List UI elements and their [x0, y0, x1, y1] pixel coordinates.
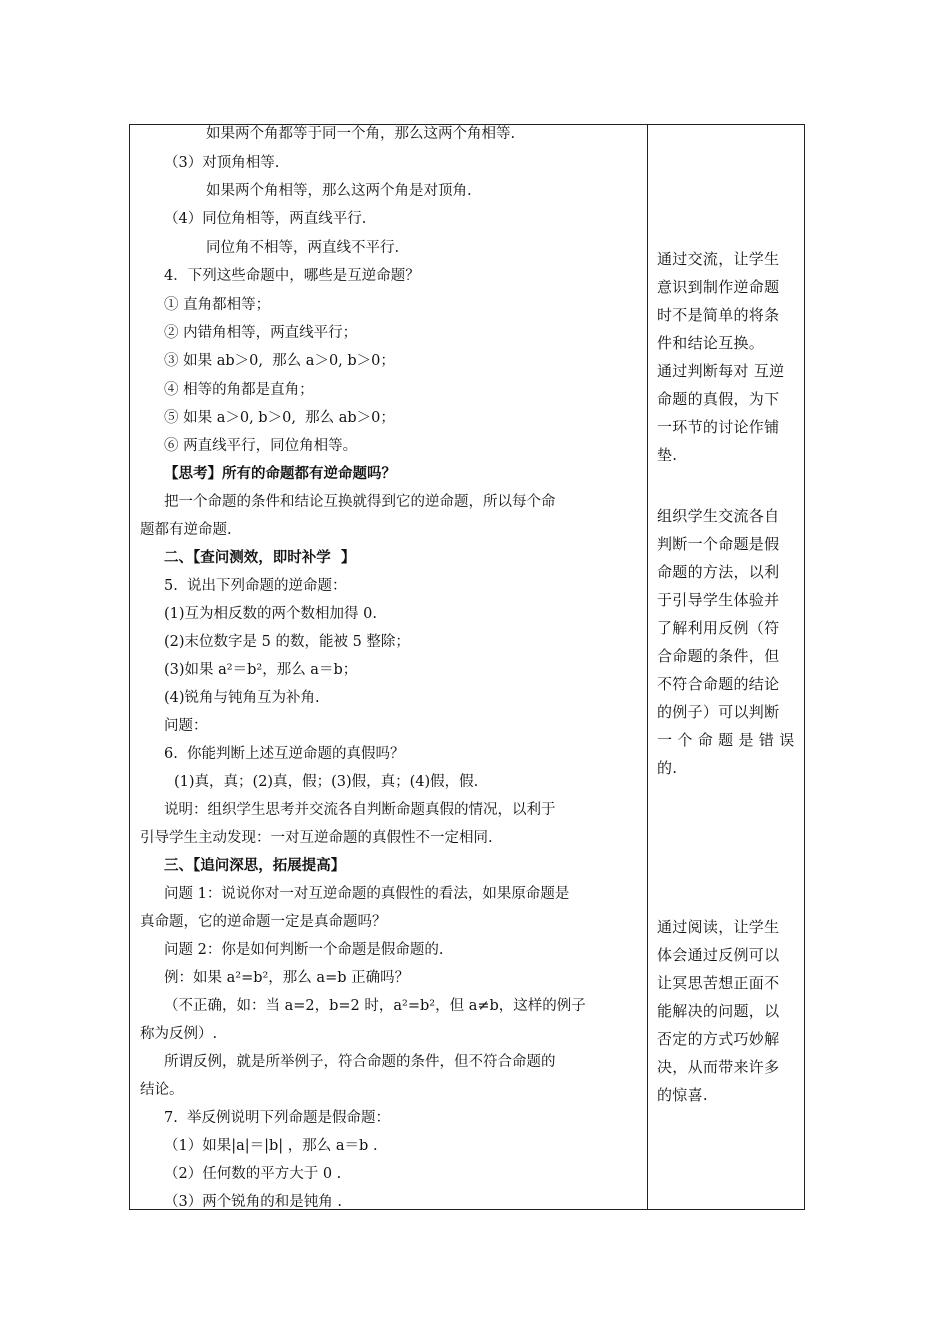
lesson-line: （3）两个锐角的和是钝角 .: [164, 1194, 342, 1210]
design-note-line: 合命题的条件，但: [657, 647, 780, 665]
lesson-line: 三、【追问深思，拓展提高】: [164, 857, 346, 874]
lesson-table: [129, 124, 805, 1210]
lesson-line: (4)锐角与钝角互为补角.: [164, 690, 320, 706]
lesson-line: (1)真，真；(2)真，假；(3)假，真；(4)假，假.: [174, 774, 479, 790]
design-note-line: 通过阅读，让学生: [657, 918, 780, 936]
design-note-line: 时不是简单的将条: [657, 306, 780, 324]
lesson-line: 问题：: [164, 718, 208, 734]
design-note-line: 一 个 命 题 是 错 误: [657, 731, 795, 749]
lesson-line: （4）同位角相等，两直线平行.: [164, 211, 367, 227]
lesson-line: (3)如果 a²＝b²，那么 a＝b；: [164, 662, 358, 678]
lesson-line: ① 直角都相等；: [164, 297, 271, 313]
lesson-line: 把一个命题的条件和结论互换就得到它的逆命题，所以每个命: [164, 494, 556, 510]
lesson-line: 引导学生主动发现：一对互逆命题的真假性不一定相同.: [140, 830, 493, 846]
lesson-line: 说明：组织学生思考并交流各自判断命题真假的情况，以利于: [164, 802, 556, 818]
design-note-line: 体会通过反例可以: [657, 946, 780, 964]
lesson-line: ② 内错角相等，两直线平行；: [164, 325, 358, 341]
design-note-line: 否定的方式巧妙解: [657, 1030, 780, 1048]
lesson-line: 称为反例）.: [140, 1026, 218, 1042]
lesson-line: ③ 如果 ab＞0, 那么 a＞0, b＞0；: [164, 353, 395, 369]
lesson-line: 问题 2：你是如何判断一个命题是假命题的.: [164, 942, 444, 958]
design-note-line: 判断一个命题是假: [657, 535, 780, 553]
lesson-line: 同位角不相等，两直线不平行.: [206, 240, 400, 256]
lesson-line: ⑥ 两直线平行，同位角相等。: [164, 438, 358, 454]
design-note-line: 了解利用反例（符: [657, 619, 780, 637]
design-note-line: 组织学生交流各自: [657, 507, 780, 525]
lesson-line: （2）任何数的平方大于 0 .: [164, 1166, 342, 1182]
lesson-line: 【思考】所有的命题都有逆命题吗？: [164, 465, 396, 482]
design-note-line: 垫.: [657, 446, 678, 464]
lesson-line: 6. 你能判断上述互逆命题的真假吗？: [164, 746, 405, 762]
design-note-line: 通过交流，让学生: [657, 250, 780, 268]
lesson-line: （1）如果|a|＝|b| ，那么 a＝b .: [164, 1138, 378, 1154]
lesson-line: 所谓反例，就是所举例子，符合命题的条件，但不符合命题的: [164, 1054, 556, 1070]
design-note-line: 件和结论互换。: [657, 334, 765, 352]
design-note-line: 让冥思苦想正面不: [657, 974, 780, 992]
design-note-line: 意识到制作逆命题: [657, 278, 780, 296]
lesson-line: 如果两个角都等于同一个角，那么这两个角相等.: [206, 126, 516, 142]
design-note-line: 的.: [657, 759, 678, 777]
design-note-line: 一环节的讨论作铺: [657, 418, 780, 436]
lesson-line: 5. 说出下列命题的逆命题：: [164, 578, 347, 594]
lesson-line: 题都有逆命题.: [140, 522, 232, 538]
lesson-line: (2)末位数字是 5 的数，能被 5 整除；: [164, 634, 410, 650]
design-note-line: 于引导学生体验并: [657, 591, 780, 609]
design-note-line: 决，从而带来许多: [657, 1058, 780, 1076]
lesson-line: 4．下列这些命题中，哪些是互逆命题？: [164, 268, 420, 284]
lesson-line: 7. 举反例说明下列命题是假命题：: [164, 1110, 391, 1126]
column-divider: [647, 125, 648, 1209]
design-note-line: 的惊喜.: [657, 1086, 708, 1104]
design-note-line: 不符合命题的结论: [657, 675, 780, 693]
lesson-line: ⑤ 如果 a＞0, b＞0, 那么 ab＞0；: [164, 410, 395, 426]
design-note-line: 命题的真假，为下: [657, 390, 780, 408]
lesson-line: 结论。: [140, 1082, 184, 1098]
lesson-line: 如果两个角相等，那么这两个角是对顶角.: [206, 183, 472, 199]
design-note-line: 能解决的问题，以: [657, 1002, 780, 1020]
design-note-line: 通过判断每对 互逆: [657, 362, 785, 380]
design-note-line: 的例子）可以判断: [657, 703, 780, 721]
lesson-line: 问题 1：说说你对一对互逆命题的真假性的看法，如果原命题是: [164, 886, 570, 902]
lesson-line: 真命题，它的逆命题一定是真命题吗？: [140, 914, 387, 930]
lesson-line: （不正确，如：当 a=2，b=2 时，a²=b²，但 a≠b，这样的例子: [164, 998, 586, 1014]
design-note-line: 命题的方法，以利: [657, 563, 780, 581]
lesson-line: (1)互为相反数的两个数相加得 0.: [164, 606, 377, 622]
lesson-line: ④ 相等的角都是直角；: [164, 382, 314, 398]
lesson-line: 例：如果 a²=b²，那么 a=b 正确吗？: [164, 970, 410, 986]
lesson-line: 二、【查问测效，即时补学 】: [164, 549, 356, 566]
lesson-line: （3）对顶角相等.: [164, 155, 280, 171]
